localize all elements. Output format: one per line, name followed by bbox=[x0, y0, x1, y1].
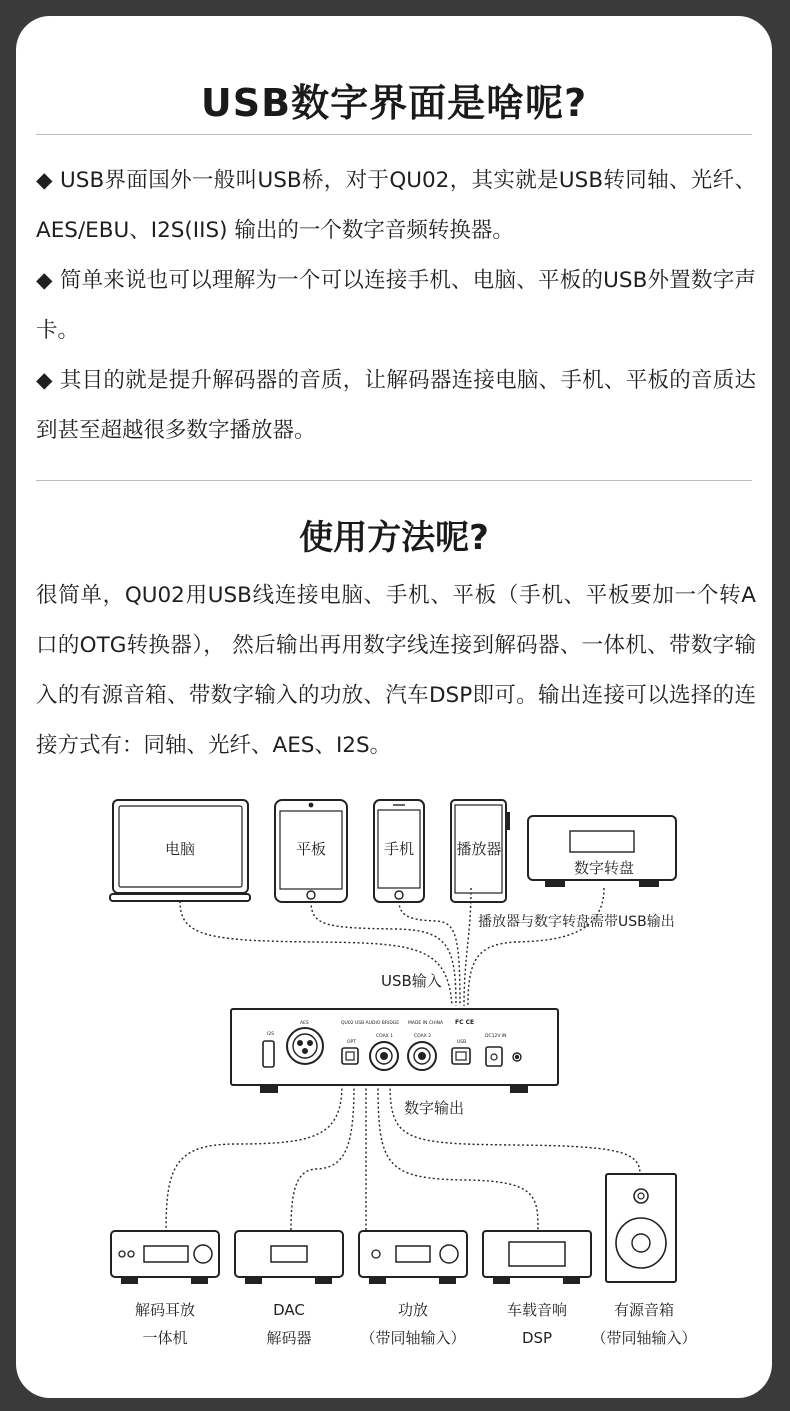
digital-output-label: 数字输出 bbox=[404, 1099, 465, 1117]
speaker-icon bbox=[606, 1174, 676, 1282]
section1-title: USB数字界面是啥呢? bbox=[200, 81, 588, 125]
usb-note: 播放器与数字转盘需带USB输出 bbox=[478, 914, 675, 930]
connection-diagram bbox=[16, 16, 772, 1398]
content-card bbox=[16, 16, 772, 1398]
output-5-line2: （带同轴输入） bbox=[591, 1329, 697, 1347]
bullet-3: ◆ 其目的就是提升解码器的音质，让解码器连接电脑、手机、平板的音质达到甚至超越很多数字播放器。 bbox=[36, 368, 756, 443]
device-port-label: AES bbox=[300, 1021, 309, 1026]
usb-input-label: USB输入 bbox=[381, 972, 442, 990]
output-5-line1: 有源音箱 bbox=[613, 1301, 675, 1319]
cable-laptop-usb bbox=[180, 901, 452, 1006]
bullet-1: ◆ USB界面国外一般叫USB桥，对于QU02，其实就是USB转同轴、光纤、AES/EBU、I2S(IIS) 输出的一个数字音频转换器。 bbox=[36, 168, 756, 243]
device-port-label: DC12V IN bbox=[485, 1034, 507, 1039]
device-port-label: COAX 2 bbox=[414, 1034, 432, 1039]
cable-out-speaker bbox=[390, 1084, 640, 1174]
device-port-label: FC CE bbox=[455, 1019, 475, 1026]
output-1-line2: 一体机 bbox=[142, 1329, 188, 1347]
device-port-label: QU02 USB AUDIO BRIDGE bbox=[341, 1021, 400, 1026]
output-2-line2: 解码器 bbox=[266, 1329, 312, 1347]
source-phone-label: 手机 bbox=[383, 840, 415, 858]
device-panel-labels bbox=[267, 1019, 507, 1045]
usage-body: 很简单，QU02用USB线连接电脑、手机、平板（手机、平板要加一个转A口的OTG转换器）， 然后输出再用数字线连接到解码器、一体机、带数字输入的有源音箱、带数字输入的功放、汽车DSP即可。输出连接可以选择的连接方式有：同轴、光纤、AES、I2S。 bbox=[36, 583, 756, 758]
bullet-2: ◆ 简单来说也可以理解为一个可以连接手机、电脑、平板的USB外置数字声卡。 bbox=[36, 268, 756, 343]
cable-transport-usb bbox=[468, 888, 604, 1006]
source-tablet-label: 平板 bbox=[295, 840, 327, 858]
device-port-label: COAX 1 bbox=[376, 1034, 394, 1039]
output-3-line1: 功放 bbox=[397, 1301, 429, 1319]
cable-phone-usb bbox=[399, 901, 460, 1006]
section2-title: 使用方法呢? bbox=[299, 518, 489, 558]
amp-dac-icon bbox=[111, 1231, 219, 1283]
cable-out-dac bbox=[291, 1084, 354, 1230]
source-transport-label: 数字转盘 bbox=[573, 859, 635, 877]
device-port-label: MADE IN CHINA bbox=[408, 1021, 444, 1026]
output-4-line1: 车载音响 bbox=[506, 1301, 568, 1319]
cable-tablet-usb bbox=[311, 901, 456, 1006]
dac-icon bbox=[235, 1231, 343, 1283]
cable-out-ampdac bbox=[166, 1084, 342, 1230]
device-port-label: OPT bbox=[347, 1040, 357, 1045]
source-laptop-label: 电脑 bbox=[164, 840, 196, 858]
output-labels bbox=[135, 1301, 697, 1347]
amplifier-icon bbox=[359, 1231, 467, 1283]
output-2-line1: DAC bbox=[273, 1301, 305, 1319]
output-1-line1: 解码耳放 bbox=[134, 1301, 196, 1319]
device-port-label: USB bbox=[457, 1040, 467, 1045]
output-3-line2: （带同轴输入） bbox=[360, 1329, 466, 1347]
source-player-label: 播放器 bbox=[456, 840, 502, 858]
output-4-line2: DSP bbox=[521, 1329, 553, 1347]
device-port-label: I2S bbox=[267, 1032, 275, 1037]
car-dsp-icon bbox=[483, 1231, 591, 1283]
cable-player-usb bbox=[464, 888, 471, 1006]
